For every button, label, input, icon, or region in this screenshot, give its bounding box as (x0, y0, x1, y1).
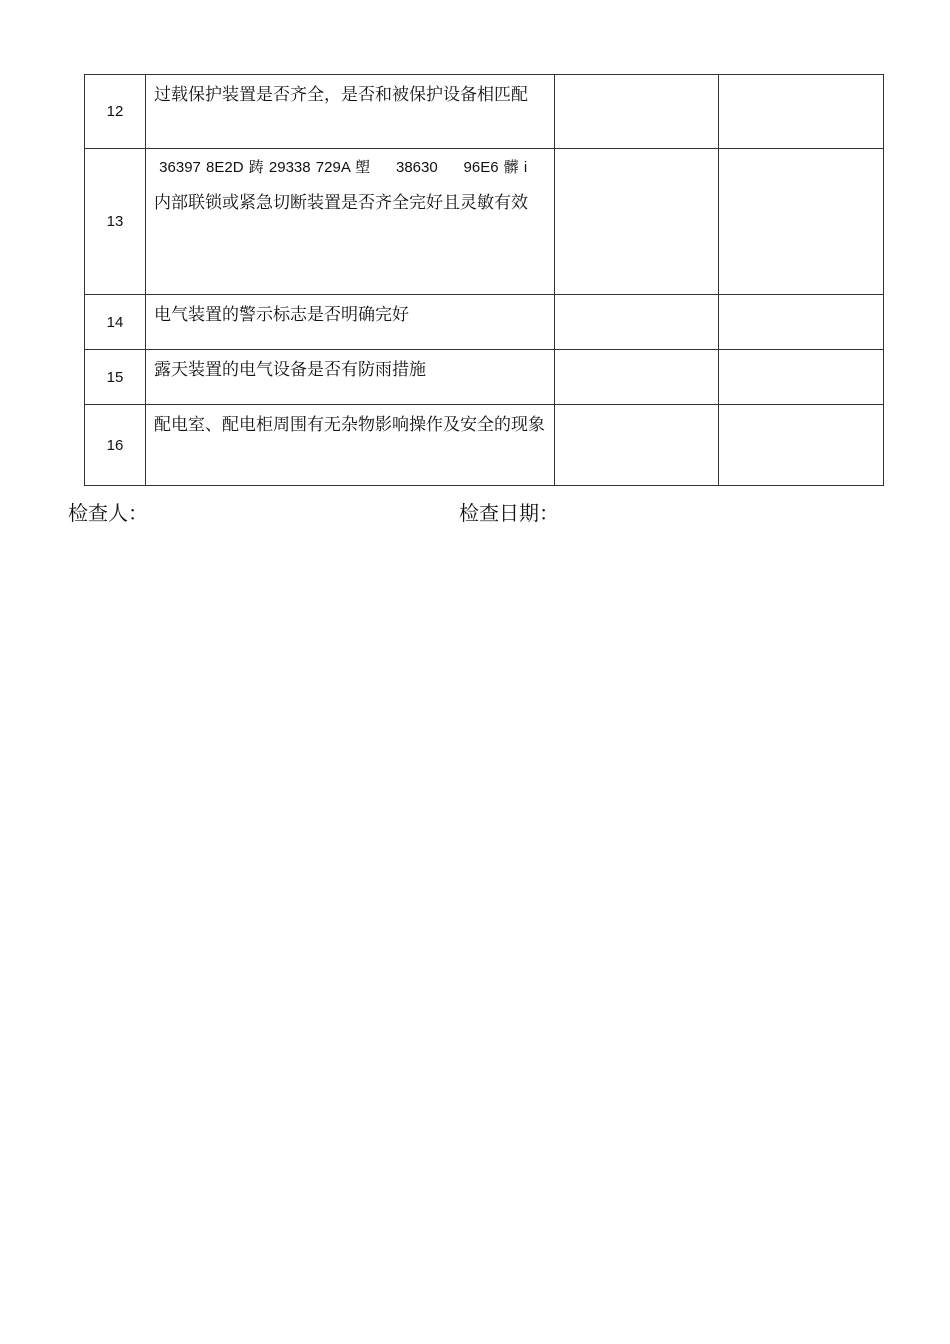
row-number: 16 (85, 405, 146, 486)
check-item: 露天装置的电气设备是否有防雨措施 (146, 350, 555, 405)
table-row (85, 295, 884, 350)
result-cell[interactable] (555, 350, 719, 405)
check-item (146, 149, 555, 295)
result-cell[interactable] (555, 149, 719, 295)
check-item: 过载保护装置是否齐全，是否和被保护设备相匹配 (146, 75, 555, 149)
garbled-text: 36397 8E2D 踌 29338 729A 塱 38630 96E6 髒 i (154, 159, 528, 176)
remark-cell[interactable] (719, 405, 884, 486)
inspection-table (84, 74, 884, 486)
check-item: 电气装置的警示标志是否明确完好 (146, 295, 555, 350)
row-number: 12 (85, 75, 146, 149)
inspector-label: 检查人： (68, 501, 148, 525)
table-row (85, 75, 884, 149)
row-number: 14 (85, 295, 146, 350)
remark-cell[interactable] (719, 149, 884, 295)
table-row (85, 149, 884, 295)
table-row (85, 350, 884, 405)
result-cell[interactable] (555, 405, 719, 486)
table-row (85, 405, 884, 486)
remark-cell[interactable] (719, 350, 884, 405)
inspection-date-label: 检查日期： (459, 501, 559, 525)
result-cell[interactable] (555, 295, 719, 350)
check-item: 配电室、配电柜周围有无杂物影响操作及安全的现象 (146, 405, 555, 486)
remark-cell[interactable] (719, 295, 884, 350)
row-number: 13 (85, 149, 146, 295)
result-cell[interactable] (555, 75, 719, 149)
check-item-text: 内部联锁或紧急切断装置是否齐全完好且灵敏有效 (154, 193, 528, 213)
row-number: 15 (85, 350, 146, 405)
remark-cell[interactable] (719, 75, 884, 149)
